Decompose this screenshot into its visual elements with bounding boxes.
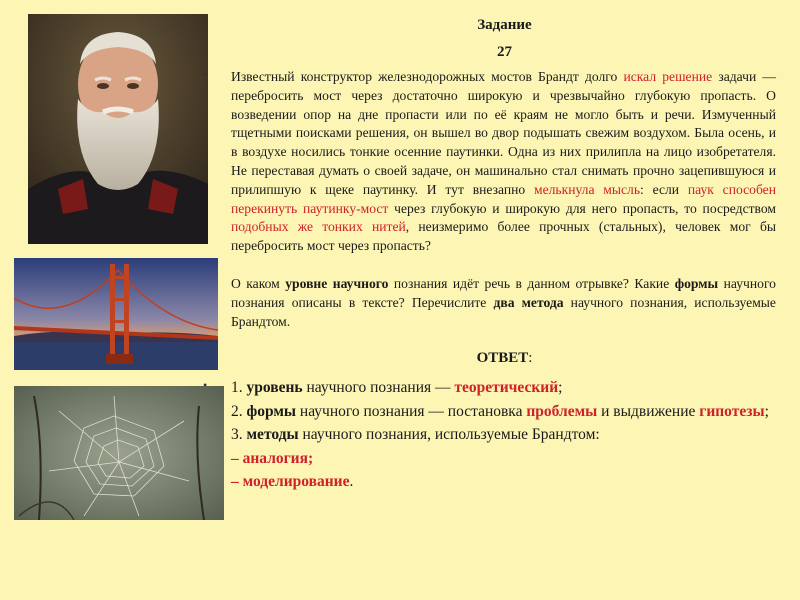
text-run: : если [640,181,688,197]
text-run: познания идёт речь в данном отрывке? Какие [388,276,675,291]
bullet-marker: • [203,68,208,82]
highlight-text: мелькнула мысль [533,181,641,197]
bold-text: формы [246,402,297,420]
text-run: научного познания — [302,379,455,396]
highlight-text: – аналогия; [231,449,314,467]
text-run: научного познания, используемые Брандтом. [231,294,776,329]
spiderweb-photo [14,386,224,520]
text-run: научного познания — постановка [296,402,527,420]
task-question [231,275,776,331]
text-run: . [349,473,354,490]
answer-line [231,376,776,400]
highlight-text: подобных же тонких нитей [231,219,406,235]
text-run: через глубокую и широкую для него пропасть, то посредством [388,200,777,216]
text-run: ; [558,379,563,396]
highlight-text: проблемы [526,402,598,420]
bold-text: формы [674,276,719,291]
highlight-text: теоретический [454,379,559,396]
bold-text: методы [246,426,299,443]
bullet-marker: • [203,378,208,392]
text-run: 2. [231,402,247,420]
task-number: 27 [497,44,512,60]
text-run: научного познания, используемые Брандтом: [298,426,600,443]
bold-text: два метода [493,294,564,310]
highlight-text: паук способен перекинуть паутинку-мост [231,181,776,216]
answer-heading: ОТВЕТ: [476,350,533,366]
portrait-photo [28,14,208,244]
text-run: 1. [231,379,247,396]
text-run: О каком [231,276,286,291]
task-title: Задание [477,17,532,33]
text-run: , неизмеримо более прочных (стальных), человек мог бы перебросить мост через пропасть? [231,219,777,254]
text-run: Известный конструктор железнодорожных мостов Брандт долго [231,69,624,84]
answer-line [231,470,776,494]
text-run: 3. [231,426,247,443]
answer-line [231,447,776,471]
task-text [231,68,776,256]
answer-line [231,423,776,447]
highlight-text: гипотезы [699,402,765,420]
text-run: ; [764,402,769,420]
highlight-text: искал решение [623,69,713,84]
text-run: задачи — перебросить мост через достаточно широкую и чрезвычайно глубокую пропасть. О возведении опор на дне пропасти или по её краям не могло быть и речи. Измученный тщетными поисками решения, он вышел во двор подышать свежим воздухом. Была осень, и в воздухе носились тонкие осенние паутинки. Одна из них прилипла на лицо изобретателя. Не переставая думать о своей задаче, он машинально стал снимать прочно зацепившуюся и прилипшую к щеке паутинку. И тут внезапно [231,69,776,197]
text-run: и выдвижение [597,402,700,420]
highlight-text: – моделирование [231,473,350,490]
text-run: научного познания описаны в тексте? Перечислите [231,276,776,310]
bold-text: уровень [246,379,303,396]
answer-line [231,400,776,424]
answer-list [231,376,776,494]
bold-text: уровне научного [285,276,389,291]
bridge-photo [14,258,218,370]
